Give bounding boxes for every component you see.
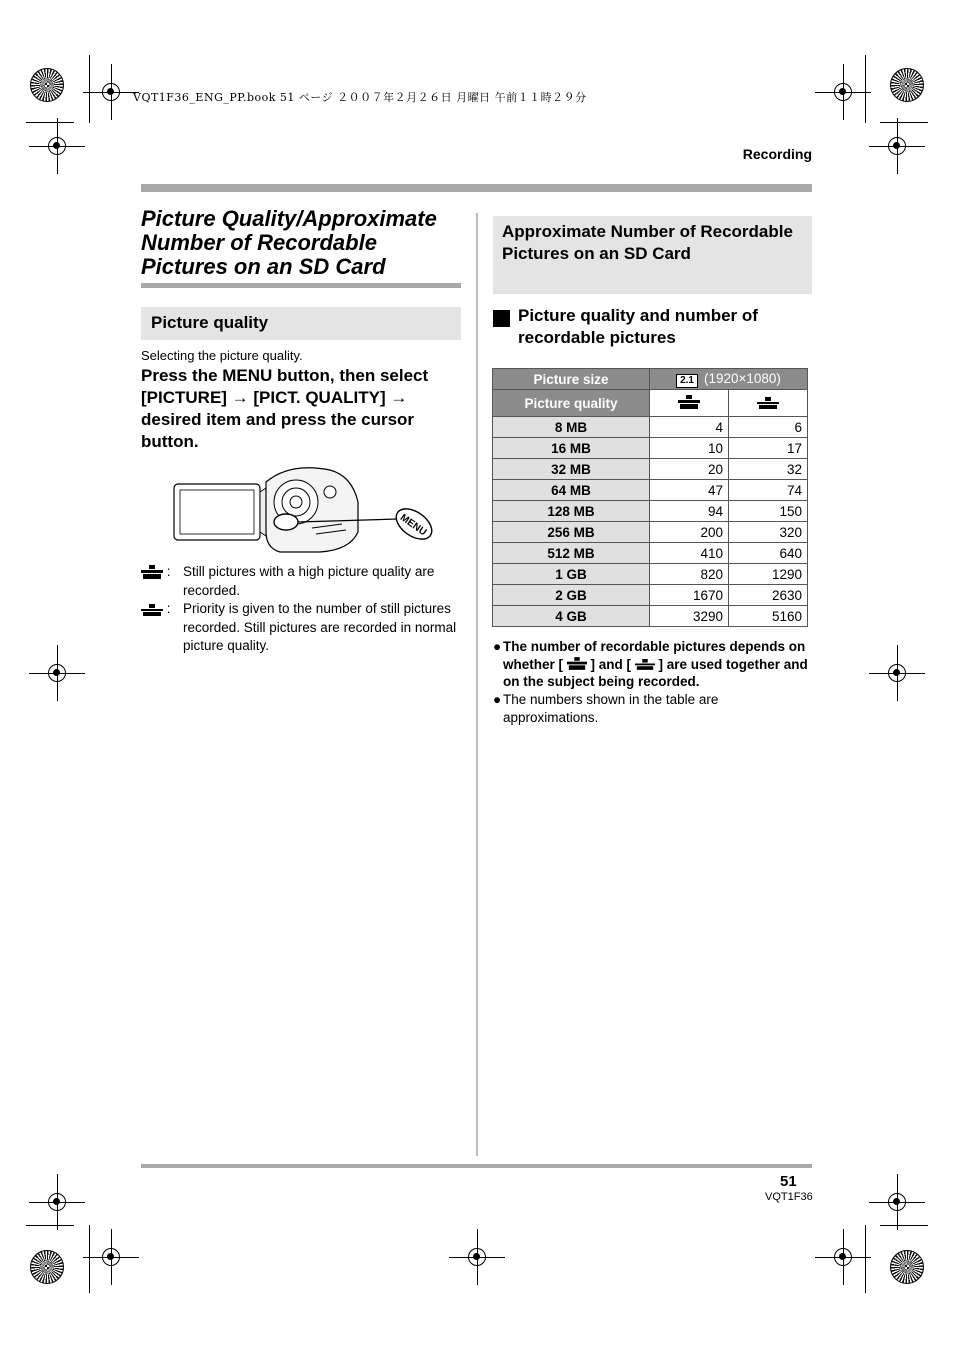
- crop-mark: [865, 55, 866, 123]
- note-approx: [493, 691, 815, 727]
- normal-quality-count: 2630: [729, 585, 808, 606]
- high-quality-count: 820: [650, 564, 729, 585]
- table-row: [493, 459, 808, 480]
- high-quality-icon: [567, 657, 587, 670]
- table-row: [493, 585, 808, 606]
- square-bullet-icon: [493, 310, 510, 327]
- title-rule: [141, 283, 461, 288]
- note-text: The numbers shown in the table are approximations.: [503, 692, 719, 725]
- menu-button-label: MENU: [397, 512, 429, 539]
- model-code: VQT1F36: [765, 1191, 813, 1203]
- card-capacity: 2 GB: [493, 585, 650, 606]
- table-title: Picture quality and number of recordable pictures: [518, 306, 758, 347]
- crop-mark: [89, 1225, 90, 1293]
- quality-normal-header: [729, 390, 808, 417]
- table-quality-row: [493, 390, 808, 417]
- card-capacity: 256 MB: [493, 522, 650, 543]
- note-bold: [493, 638, 815, 692]
- card-capacity: 8 MB: [493, 417, 650, 438]
- menu-instruction: Press the MENU button, then select [PICTURE] → [PICT. QUALITY] → desired item and press the cursor button.: [141, 366, 429, 451]
- registration-target-icon: [30, 1250, 64, 1284]
- high-quality-icon: [678, 395, 700, 409]
- registration-target-icon: [30, 68, 64, 102]
- table-row: [493, 564, 808, 585]
- crop-mark: [865, 1225, 866, 1293]
- normal-quality-count: 5160: [729, 606, 808, 627]
- high-quality-icon: [141, 565, 163, 579]
- normal-quality-count: 150: [729, 501, 808, 522]
- card-capacity: 512 MB: [493, 543, 650, 564]
- legend-normal-quality: [141, 600, 463, 656]
- card-capacity: 32 MB: [493, 459, 650, 480]
- high-quality-count: 20: [650, 459, 729, 480]
- note-text: The number of recordable pictures depends on whether [: [503, 639, 806, 672]
- picture-quality-heading: Picture quality: [141, 307, 461, 340]
- legend-separator: :: [166, 601, 171, 616]
- crop-mark: [26, 122, 74, 123]
- high-quality-count: 4: [650, 417, 729, 438]
- page-number: 51: [780, 1173, 797, 1190]
- note-bullet: ●: [493, 639, 502, 654]
- legend-high-quality-text: Still pictures with a high picture quality are recorded.: [183, 564, 435, 598]
- table-row: [493, 606, 808, 627]
- high-quality-count: 3290: [650, 606, 729, 627]
- print-file-info: VQT1F36_ENG_PP.book 51 ページ ２００７年２月２６日 月曜日 午前１１時２９分: [133, 91, 587, 104]
- high-quality-count: 1670: [650, 585, 729, 606]
- normal-quality-icon: [757, 395, 779, 409]
- high-quality-count: 47: [650, 480, 729, 501]
- card-capacity: 16 MB: [493, 438, 650, 459]
- normal-quality-count: 74: [729, 480, 808, 501]
- normal-quality-count: 6: [729, 417, 808, 438]
- normal-quality-count: 17: [729, 438, 808, 459]
- normal-quality-count: 320: [729, 522, 808, 543]
- high-quality-count: 410: [650, 543, 729, 564]
- table-row: [493, 417, 808, 438]
- recordable-pictures-table: [492, 368, 808, 627]
- size-badge: 2.1: [676, 374, 698, 388]
- table-row: [493, 438, 808, 459]
- camcorder-illustration: [170, 462, 440, 562]
- picture-size-value: (1920×1080): [703, 370, 781, 386]
- card-capacity: 128 MB: [493, 501, 650, 522]
- top-rule: [141, 184, 812, 192]
- table-row: [493, 501, 808, 522]
- crop-mark: [880, 1225, 928, 1226]
- registration-target-icon: [890, 68, 924, 102]
- crop-mark: [89, 55, 90, 123]
- normal-quality-count: 640: [729, 543, 808, 564]
- table-row: [493, 543, 808, 564]
- table-row: [493, 480, 808, 501]
- legend-high-quality: [141, 563, 463, 601]
- picture-quality-intro: Selecting the picture quality.: [141, 348, 303, 363]
- high-quality-count: 94: [650, 501, 729, 522]
- crop-mark: [26, 1225, 74, 1226]
- card-capacity: 4 GB: [493, 606, 650, 627]
- note-text: ] and [: [586, 656, 635, 672]
- picture-quality-label: Picture quality: [493, 390, 650, 417]
- high-quality-count: 200: [650, 522, 729, 543]
- normal-quality-count: 32: [729, 459, 808, 480]
- legend-separator: :: [166, 564, 171, 579]
- normal-quality-icon: [635, 657, 655, 670]
- card-capacity: 64 MB: [493, 480, 650, 501]
- legend-normal-quality-text: Priority is given to the number of still pictures recorded. Still pictures are recorded in normal picture quality.: [183, 601, 457, 653]
- card-capacity: 1 GB: [493, 564, 650, 585]
- normal-quality-icon: [141, 602, 163, 616]
- table-header-row: [493, 369, 808, 390]
- crop-mark: [880, 122, 928, 123]
- quality-high-header: [650, 390, 729, 417]
- note-text: ] are used together and on the subject being recorded.: [503, 656, 808, 689]
- normal-quality-count: 1290: [729, 564, 808, 585]
- table-row: [493, 522, 808, 543]
- page-title: Picture Quality/Approximate Number of Recordable Pictures on an SD Card: [141, 206, 437, 279]
- approximate-heading: Approximate Number of Recordable Pictures on an SD Card: [493, 216, 812, 294]
- picture-size-value-cell: [650, 369, 808, 390]
- section-label: Recording: [742, 146, 812, 162]
- note-bullet: ●: [493, 692, 502, 707]
- column-divider: [476, 213, 478, 1156]
- picture-size-label: Picture size: [493, 369, 650, 390]
- bottom-rule: [141, 1164, 812, 1168]
- high-quality-count: 10: [650, 438, 729, 459]
- registration-target-icon: [890, 1250, 924, 1284]
